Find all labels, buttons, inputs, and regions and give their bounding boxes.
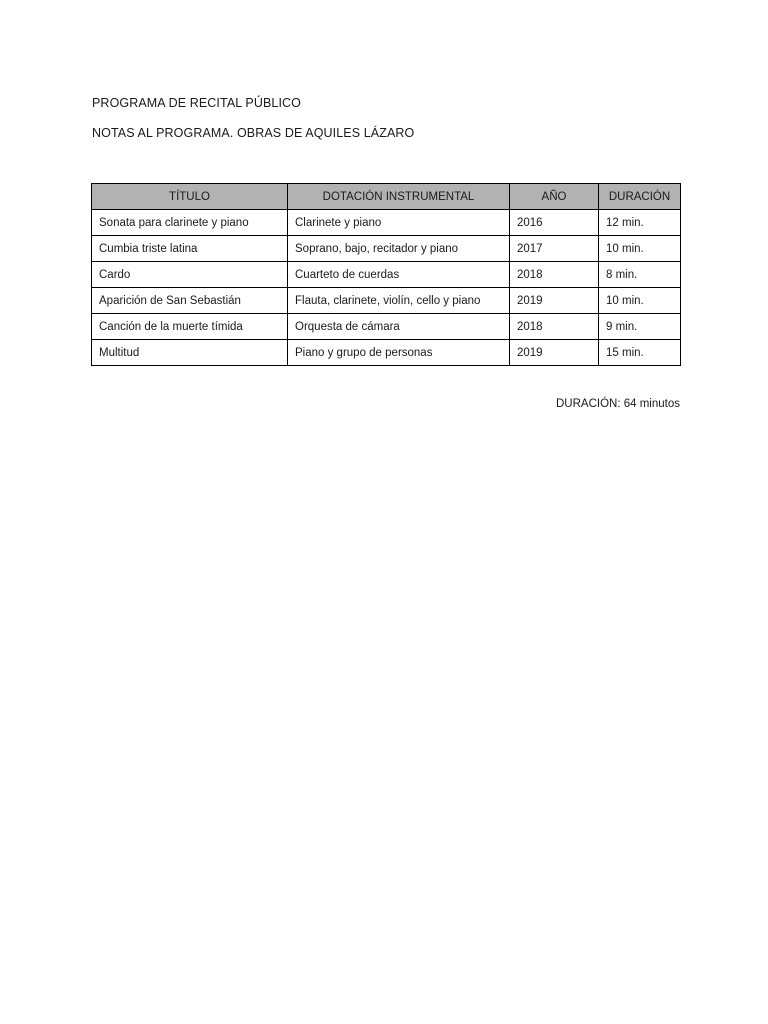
work-duration-cell: 10 min.	[599, 236, 681, 262]
table-row	[92, 236, 681, 262]
total-duration-value: 64 minutos	[623, 398, 680, 410]
work-instrumentation-cell: Clarinete y piano	[288, 210, 510, 236]
work-duration-cell: 15 min.	[599, 340, 681, 366]
work-duration-cell: 10 min.	[599, 288, 681, 314]
work-instrumentation-cell: Piano y grupo de personas	[288, 340, 510, 366]
work-title-cell: Canción de la muerte tímida	[92, 314, 288, 340]
work-title-cell: Sonata para clarinete y piano	[92, 210, 288, 236]
column-header-year: AÑO	[510, 184, 599, 210]
column-header-instrumentation: DOTACIÓN INSTRUMENTAL	[288, 184, 510, 210]
program-notes-heading: NOTAS AL PROGRAMA. OBRAS DE AQUILES LÁZARO	[92, 126, 415, 140]
work-year-cell: 2018	[510, 262, 599, 288]
table-row	[92, 262, 681, 288]
works-table	[91, 183, 681, 366]
column-header-title: TÍTULO	[92, 184, 288, 210]
table-row	[92, 288, 681, 314]
work-instrumentation-cell: Cuarteto de cuerdas	[288, 262, 510, 288]
table-header-row	[92, 184, 681, 210]
work-title-cell: Aparición de San Sebastián	[92, 288, 288, 314]
table-row	[92, 340, 681, 366]
total-duration-label: DURACIÓN:	[556, 398, 621, 410]
work-year-cell: 2019	[510, 340, 599, 366]
work-year-cell: 2016	[510, 210, 599, 236]
work-title-cell: Cardo	[92, 262, 288, 288]
table-row	[92, 210, 681, 236]
table-row	[92, 314, 681, 340]
column-header-duration: DURACIÓN	[599, 184, 681, 210]
work-duration-cell: 12 min.	[599, 210, 681, 236]
work-title-cell: Cumbia triste latina	[92, 236, 288, 262]
work-instrumentation-cell: Flauta, clarinete, violín, cello y piano	[288, 288, 510, 314]
total-duration	[556, 398, 680, 410]
work-year-cell: 2019	[510, 288, 599, 314]
work-year-cell: 2018	[510, 314, 599, 340]
work-year-cell: 2017	[510, 236, 599, 262]
work-instrumentation-cell: Soprano, bajo, recitador y piano	[288, 236, 510, 262]
work-title-cell: Multitud	[92, 340, 288, 366]
work-instrumentation-cell: Orquesta de cámara	[288, 314, 510, 340]
work-duration-cell: 8 min.	[599, 262, 681, 288]
work-duration-cell: 9 min.	[599, 314, 681, 340]
recital-program-heading: PROGRAMA DE RECITAL PÚBLICO	[92, 96, 301, 110]
